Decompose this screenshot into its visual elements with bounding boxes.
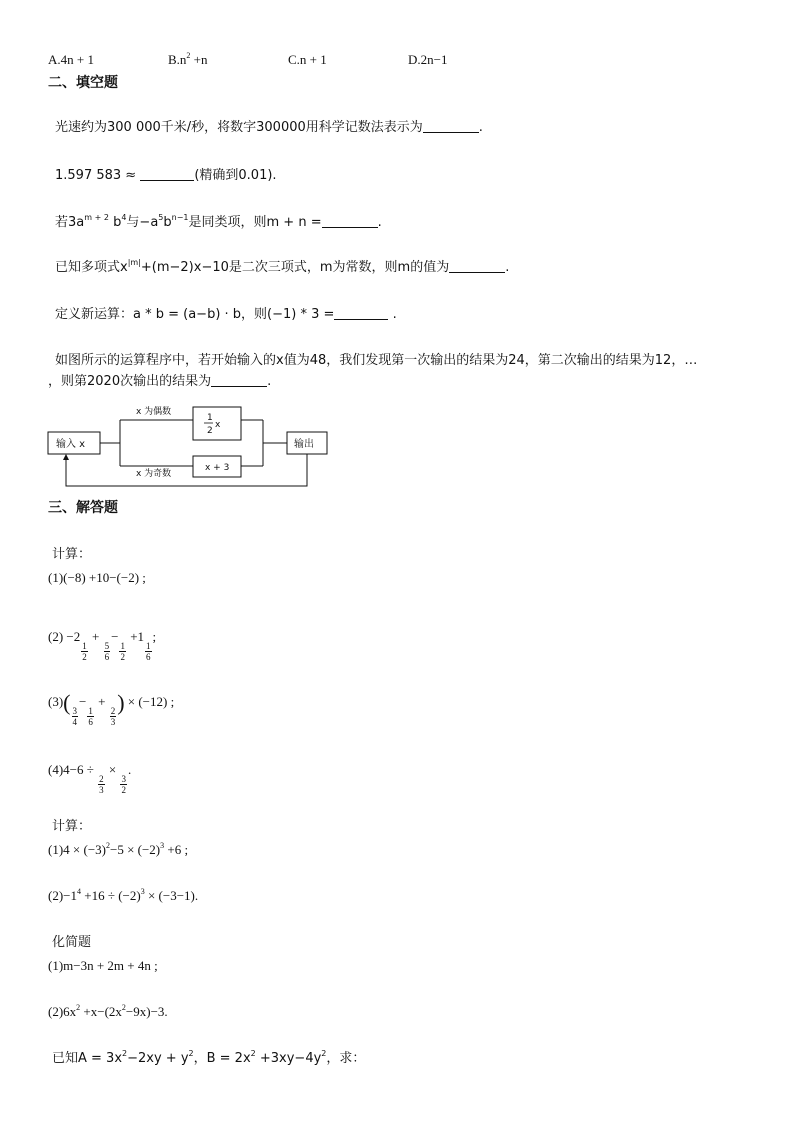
calc1-title: 计算：: [52, 547, 92, 562]
question-2-tail: (精确到0.01).: [194, 168, 277, 183]
section-heading-solve: 三、解答题: [48, 500, 118, 516]
answer-blank: [140, 167, 194, 181]
flow-output-label: 输出: [294, 439, 314, 450]
den: 3: [110, 717, 116, 727]
fraction: [72, 706, 79, 727]
c1p2-a: (2) −2: [48, 629, 81, 644]
q3-e2: 4: [121, 213, 127, 222]
flow-odd-label: x 为奇数: [136, 469, 172, 479]
question-6-line-1: 如图所示的运算程序中，若开始输入的x值为48，我们发现第一次输出的结果为24，第二次输出的结果为12，…: [55, 353, 698, 368]
num: 3: [72, 706, 77, 716]
q3-a: 若3a: [55, 215, 85, 230]
calc2-title: 计算：: [52, 819, 92, 834]
question-4: [55, 259, 509, 277]
answer-blank: [449, 259, 505, 273]
den: 6: [146, 652, 151, 662]
den: 2: [82, 652, 87, 662]
q4-b: +(m−2)x−10是二次三项式，m为常数，则m的值为: [140, 260, 450, 275]
s2-b: +x−(2x: [80, 1004, 122, 1019]
calc2-part-2: [48, 887, 198, 905]
flow-half-num: 1: [207, 413, 213, 423]
q4-tail: .: [505, 260, 510, 275]
simplify-part-2: [48, 1003, 168, 1021]
den: 4: [72, 717, 77, 727]
c2p2-e1: 4: [77, 887, 81, 896]
flow-input-label: 输入 x: [56, 439, 86, 450]
answer-blank: [322, 214, 378, 228]
c2p1-b: −5 × (−2): [109, 842, 161, 857]
num: 5: [104, 641, 110, 651]
paren-close: ): [117, 690, 125, 715]
num: 1: [120, 641, 125, 651]
num: 1: [82, 641, 87, 651]
question-5-tail: .: [392, 307, 397, 322]
question-2: [55, 167, 277, 185]
q3-e1: m + 2: [84, 213, 109, 222]
paren-open: (: [63, 690, 71, 715]
flow-half-var: x: [215, 420, 221, 430]
c1p2-d: +1: [126, 629, 145, 644]
c1p4-b: ×: [105, 762, 120, 777]
s2-c: −9x)−3.: [125, 1004, 168, 1019]
num: 2: [110, 706, 116, 716]
num: 1: [88, 706, 93, 716]
question-6-line-2-text: ，则第2020次输出的结果为: [48, 374, 212, 389]
c2p1-e2: 3: [160, 841, 165, 850]
q3-e: 是同类项，则m + n =: [188, 215, 322, 230]
q3-e4: n−1: [171, 213, 189, 222]
question-1: [55, 119, 483, 137]
question-5: [55, 306, 397, 324]
c2p2-c: × (−3−1).: [144, 888, 199, 903]
simplify-part-1: (1)m−3n + 2m + 4n ;: [48, 958, 158, 973]
den: 2: [120, 652, 125, 662]
calc1-part-3: [48, 690, 175, 727]
c2p1-e1: 2: [105, 841, 110, 850]
c1p4-c: .: [127, 762, 132, 777]
choice-b-tail: +n: [190, 52, 208, 67]
answer-blank: [423, 119, 479, 133]
fraction: [145, 641, 152, 662]
calc1-part-1: (1)(−8) +10−(−2) ;: [48, 570, 146, 585]
calc2-part-1: [48, 841, 188, 859]
q4-e1: |m|: [127, 258, 141, 267]
c1p4-a: (4)4−6 ÷: [48, 762, 98, 777]
question-1-text: 光速约为300 000千米/秒，将数字300000用科学记数法表示为: [55, 120, 423, 135]
c2p1-c: +6 ;: [164, 842, 189, 857]
calc1-part-2: [48, 628, 156, 662]
calc1-part-4: [48, 761, 131, 795]
last-a: 已知A = 3x: [52, 1051, 123, 1066]
choice-c: C.n + 1: [288, 52, 327, 67]
num: 1: [146, 641, 151, 651]
fraction: [119, 641, 126, 662]
last-c: ，B = 2x: [193, 1051, 251, 1066]
flow-feedback-line: [66, 454, 307, 486]
fraction: [87, 706, 94, 727]
choice-b: [168, 51, 208, 69]
question-6-line-2: [48, 373, 271, 391]
num: 3: [121, 774, 126, 784]
c1p3-b: −: [79, 694, 87, 709]
num: 2: [99, 774, 104, 784]
c1p3-a: (3): [48, 694, 64, 709]
c1p3-d: × (−12) ;: [124, 694, 175, 709]
c1p3-c: +: [94, 694, 109, 709]
choice-b-base: B.n: [168, 52, 187, 67]
answer-blank: [211, 373, 267, 387]
choice-a: A.4n + 1: [48, 52, 94, 67]
flow-half-den: 2: [207, 426, 213, 436]
q3-tail: .: [377, 215, 382, 230]
question-2-text: 1.597 583 ≈: [55, 168, 137, 183]
last-e: ，求：: [326, 1051, 366, 1066]
c2p2-b: +16 ÷ (−2): [81, 888, 141, 903]
den: 6: [104, 652, 110, 662]
choice-d: D.2n−1: [408, 52, 448, 67]
last-b: −2xy + y: [127, 1051, 189, 1066]
den: 3: [99, 785, 104, 795]
s2-e1: 2: [76, 1003, 81, 1012]
fraction: [81, 641, 88, 662]
section-heading-fill-in: 二、填空题: [48, 75, 118, 91]
question-3: [55, 214, 382, 232]
flow-plus3-box: [193, 456, 241, 477]
flow-output-box: [287, 432, 327, 454]
simplify-title: 化简题: [52, 935, 92, 950]
q3-c: 与−a: [126, 215, 159, 230]
den: 6: [88, 717, 93, 727]
q3-b: b: [113, 215, 122, 230]
s2-e2: 2: [121, 1003, 126, 1012]
flow-plus3-label: x + 3: [205, 463, 230, 473]
flow-even-label: x 为偶数: [136, 407, 172, 417]
c2p1-a: (1)4 × (−3): [48, 842, 106, 857]
last-e4: 2: [321, 1049, 327, 1058]
fraction: [104, 641, 111, 662]
s2-a: (2)6x: [48, 1004, 77, 1019]
last-question: [52, 1050, 365, 1068]
q4-a: 已知多项式x: [55, 260, 128, 275]
question-1-tail: .: [478, 120, 483, 135]
fraction: [120, 774, 127, 795]
c2p2-a: (2)−1: [48, 888, 77, 903]
flow-arrow-icon: [63, 454, 69, 460]
question-6-tail: .: [267, 374, 272, 389]
c1p2-e: ;: [152, 629, 157, 644]
fraction: [98, 774, 105, 795]
den: 2: [121, 785, 126, 795]
last-e2: 2: [188, 1049, 194, 1058]
c1p2-c: −: [111, 629, 119, 644]
flow-half-box: [193, 407, 241, 440]
c1p2-b: +: [88, 629, 103, 644]
q3-d: b: [163, 215, 172, 230]
answer-blank: [334, 306, 388, 320]
last-d: +3xy−4y: [255, 1051, 322, 1066]
flow-input-box: [48, 432, 100, 454]
q3-e3: 5: [158, 213, 164, 222]
question-5-text: 定义新运算：a * b = (a−b) · b，则(−1) * 3 =: [55, 307, 335, 322]
fraction: [110, 706, 117, 727]
c2p2-e2: 3: [140, 887, 145, 896]
choice-b-exp: 2: [186, 51, 191, 60]
last-e1: 2: [122, 1049, 128, 1058]
last-e3: 2: [250, 1049, 256, 1058]
